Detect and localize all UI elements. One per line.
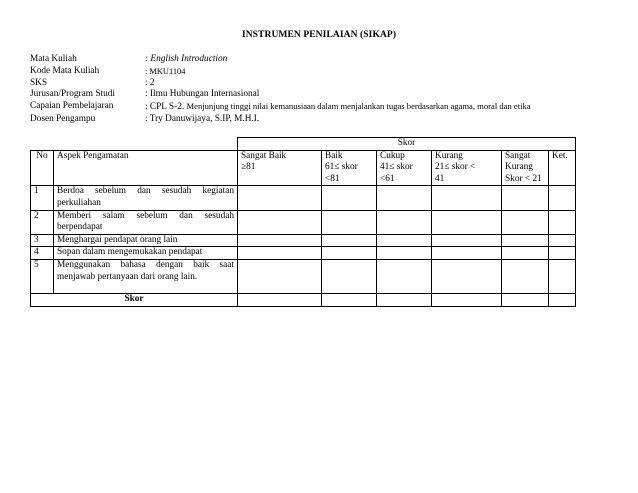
skor-col-kurang: Kurang 21≤ skor < 41 (432, 150, 502, 186)
column-header-row (31, 150, 576, 186)
total-cell (502, 293, 549, 306)
info-value (145, 101, 531, 114)
info-row-kode (30, 66, 531, 78)
score-cell (322, 210, 377, 234)
row-aspek: Menggunakan bahasa dengan baik saat menjawab pertanyaan dari orang lain. (54, 259, 238, 293)
info-value: : MKU1104 (145, 66, 186, 76)
table-row (31, 234, 576, 247)
row-aspek: Sopan dalam mengemukakan pendapat (54, 247, 238, 260)
row-no: 3 (31, 234, 54, 247)
table-row (31, 186, 576, 210)
total-cell (549, 293, 576, 306)
row-aspek: Menghargai pendapat orang lain (54, 234, 238, 247)
info-label: Kode Mata Kuliah (30, 65, 100, 76)
info-row-mata-kuliah (30, 54, 531, 66)
score-cell (432, 210, 502, 234)
score-cell (322, 247, 377, 260)
info-value: : Ilmu Hubungan Internasional (145, 89, 260, 100)
score-cell (322, 234, 377, 247)
table-row (31, 247, 576, 260)
total-cell (322, 293, 377, 306)
ket-cell (549, 210, 576, 234)
score-cell (502, 186, 549, 210)
info-label: Dosen Pengampu (30, 113, 96, 124)
score-cell (377, 210, 432, 234)
total-cell (432, 293, 502, 306)
info-row-jurusan (30, 89, 531, 101)
total-label: Skor (31, 293, 238, 306)
score-cell (377, 234, 432, 247)
info-label: Capaian Pembelajaran (30, 101, 114, 112)
table-row (31, 210, 576, 234)
col-ket-header: Ket. (549, 150, 576, 186)
info-label: Jurusan/Program Studi (30, 89, 115, 100)
table-row (31, 259, 576, 293)
score-cell (432, 259, 502, 293)
info-row-capaian (30, 101, 531, 114)
ket-cell (549, 247, 576, 260)
score-cell (502, 210, 549, 234)
col-no-header: No (31, 150, 54, 186)
score-cell (377, 247, 432, 260)
row-no: 1 (31, 186, 54, 210)
cpl-description: Menjunjung tinggi nilai kemanusiaan dalam menjalankan tugas berdasarkan agama, moral dan etika (186, 101, 531, 112)
info-value: : 2 (145, 77, 155, 88)
score-cell (432, 186, 502, 210)
score-cell (322, 186, 377, 210)
skor-header: Skor (238, 138, 576, 151)
total-cell (377, 293, 432, 306)
info-label: SKS (30, 77, 48, 88)
score-cell (322, 259, 377, 293)
score-cell (238, 186, 322, 210)
score-cell (432, 247, 502, 260)
info-value: : English Introduction (145, 54, 228, 64)
col-aspek-header: Aspek Pengamatan (54, 150, 238, 186)
row-no: 5 (31, 259, 54, 293)
skor-col-sangat-baik: Sangat Baik ≥81 (238, 150, 322, 186)
score-cell (502, 247, 549, 260)
score-cell (502, 259, 549, 293)
row-no: 2 (31, 210, 54, 234)
row-no: 4 (31, 247, 54, 260)
score-cell (377, 186, 432, 210)
cpl-code: : CPL S-2. (145, 102, 187, 113)
score-cell (238, 247, 322, 260)
info-row-dosen (30, 114, 531, 126)
score-cell (502, 234, 549, 247)
score-cell (238, 259, 322, 293)
ket-cell (549, 259, 576, 293)
skor-col-cukup: Cukup 41≤ skor <61 (377, 150, 432, 186)
row-aspek: Memberi salam sebelum dan sesudah berpendapat (54, 210, 238, 234)
info-row-sks (30, 78, 531, 90)
skor-col-baik: Baik 61≤ skor <81 (322, 150, 377, 186)
document-title: INSTRUMEN PENILAIAN (SIKAP) (241, 30, 397, 40)
info-label: Mata Kuliah (30, 54, 77, 64)
score-cell (238, 234, 322, 247)
ket-cell (549, 234, 576, 247)
skor-header-row (31, 138, 576, 151)
assessment-table (30, 137, 576, 307)
course-info (30, 54, 531, 126)
score-cell (377, 259, 432, 293)
total-row (31, 293, 576, 306)
total-cell (238, 293, 322, 306)
score-cell (238, 210, 322, 234)
skor-col-sangat-kurang: Sangat Kurang Skor < 21 (502, 150, 549, 186)
ket-cell (549, 186, 576, 210)
info-value: : Try Danuwijaya, S.IP, M.H.I. (145, 113, 260, 124)
row-aspek: Berdoa sebelum dan sesudah kegiatan perkuliahan (54, 186, 238, 210)
score-cell (432, 234, 502, 247)
